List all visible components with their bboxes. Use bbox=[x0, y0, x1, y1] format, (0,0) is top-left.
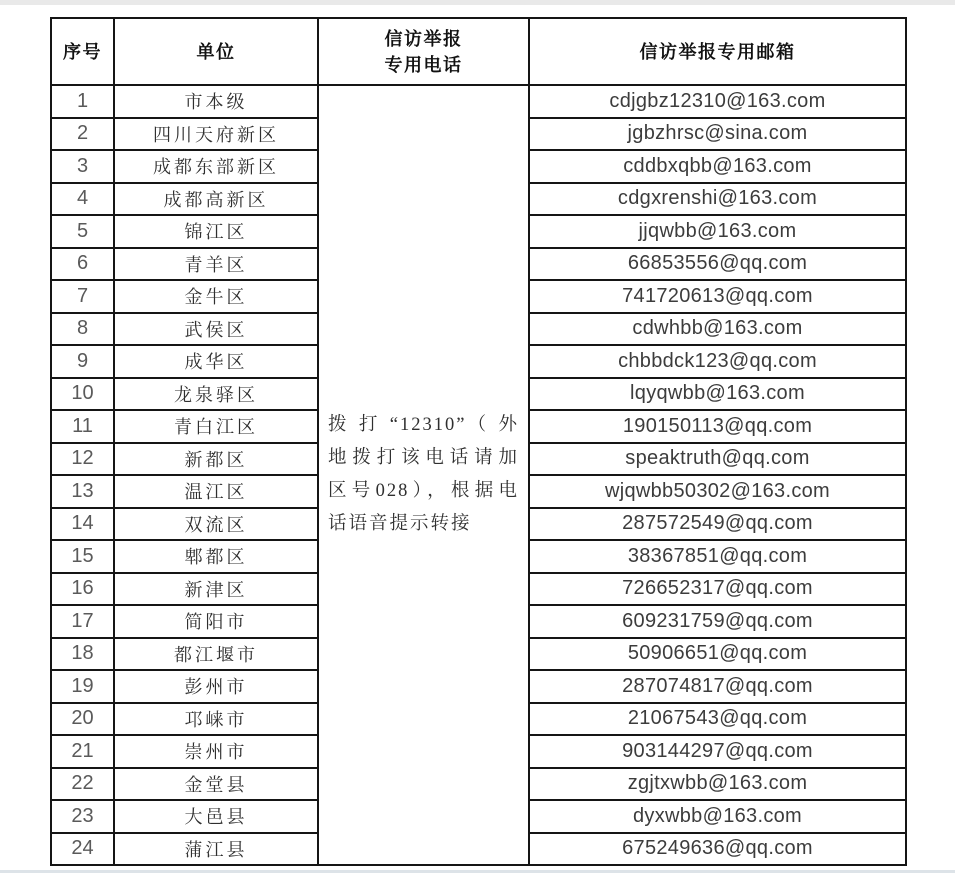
unit-cell: 简阳市 bbox=[114, 605, 318, 638]
email-cell: 38367851@qq.com bbox=[529, 540, 906, 573]
row-index-cell: 2 bbox=[51, 118, 114, 151]
row-index-cell: 3 bbox=[51, 150, 114, 183]
unit-cell: 金牛区 bbox=[114, 280, 318, 313]
unit-cell: 新都区 bbox=[114, 443, 318, 476]
header-email: 信访举报专用邮箱 bbox=[529, 18, 906, 85]
page-bottom-edge bbox=[0, 870, 955, 873]
page-top-edge bbox=[0, 0, 955, 5]
row-index-cell: 24 bbox=[51, 833, 114, 866]
petition-contact-table bbox=[50, 17, 907, 866]
row-index-cell: 17 bbox=[51, 605, 114, 638]
unit-cell: 双流区 bbox=[114, 508, 318, 541]
header-phone-line1: 信访举报 bbox=[384, 28, 463, 49]
email-cell: 741720613@qq.com bbox=[529, 280, 906, 313]
unit-cell: 武侯区 bbox=[114, 313, 318, 346]
row-index-cell: 10 bbox=[51, 378, 114, 411]
row-index-cell: 22 bbox=[51, 768, 114, 801]
email-cell: 903144297@qq.com bbox=[529, 735, 906, 768]
phone-note-cell bbox=[318, 85, 529, 865]
phone-note-line: 区号028），根据电 bbox=[328, 481, 519, 501]
email-cell: cdwhbb@163.com bbox=[529, 313, 906, 346]
unit-cell: 四川天府新区 bbox=[114, 118, 318, 151]
header-phone-line2: 专用电话 bbox=[384, 54, 463, 75]
email-cell: 287572549@qq.com bbox=[529, 508, 906, 541]
unit-cell: 市本级 bbox=[114, 85, 318, 118]
email-cell: 726652317@qq.com bbox=[529, 573, 906, 606]
email-cell: jgbzhrsc@sina.com bbox=[529, 118, 906, 151]
row-index-cell: 23 bbox=[51, 800, 114, 833]
email-cell: 609231759@qq.com bbox=[529, 605, 906, 638]
phone-note-line: 地拨打该电话请加 bbox=[328, 448, 519, 468]
email-cell: chbbdck123@qq.com bbox=[529, 345, 906, 378]
row-index-cell: 7 bbox=[51, 280, 114, 313]
unit-cell: 龙泉驿区 bbox=[114, 378, 318, 411]
unit-cell: 成华区 bbox=[114, 345, 318, 378]
email-cell: lqyqwbb@163.com bbox=[529, 378, 906, 411]
phone-note-line: 话语音提示转接 bbox=[328, 514, 472, 534]
row-index-cell: 21 bbox=[51, 735, 114, 768]
header-index: 序号 bbox=[51, 18, 114, 85]
unit-cell: 崇州市 bbox=[114, 735, 318, 768]
unit-cell: 蒲江县 bbox=[114, 833, 318, 866]
email-cell: cdgxrenshi@163.com bbox=[529, 183, 906, 216]
unit-cell: 大邑县 bbox=[114, 800, 318, 833]
email-cell: jjqwbb@163.com bbox=[529, 215, 906, 248]
header-unit: 单位 bbox=[114, 18, 318, 85]
header-row bbox=[51, 18, 906, 85]
unit-cell: 锦江区 bbox=[114, 215, 318, 248]
unit-cell: 青羊区 bbox=[114, 248, 318, 281]
unit-cell: 新津区 bbox=[114, 573, 318, 606]
unit-cell: 郫都区 bbox=[114, 540, 318, 573]
header-phone bbox=[318, 18, 529, 85]
phone-note-line: 拨打“12310”（外 bbox=[328, 415, 519, 435]
unit-cell: 成都东部新区 bbox=[114, 150, 318, 183]
row-index-cell: 8 bbox=[51, 313, 114, 346]
row-index-cell: 5 bbox=[51, 215, 114, 248]
email-cell: 675249636@qq.com bbox=[529, 833, 906, 866]
unit-cell: 邛崃市 bbox=[114, 703, 318, 736]
phone-note bbox=[319, 409, 528, 541]
unit-cell: 金堂县 bbox=[114, 768, 318, 801]
table-body bbox=[51, 85, 906, 865]
email-cell: 21067543@qq.com bbox=[529, 703, 906, 736]
row-index-cell: 20 bbox=[51, 703, 114, 736]
email-cell: cddbxqbb@163.com bbox=[529, 150, 906, 183]
email-cell: 50906651@qq.com bbox=[529, 638, 906, 671]
email-cell: 66853556@qq.com bbox=[529, 248, 906, 281]
row-index-cell: 15 bbox=[51, 540, 114, 573]
email-cell: wjqwbb50302@163.com bbox=[529, 475, 906, 508]
table-row bbox=[51, 85, 906, 118]
row-index-cell: 16 bbox=[51, 573, 114, 606]
row-index-cell: 13 bbox=[51, 475, 114, 508]
row-index-cell: 14 bbox=[51, 508, 114, 541]
email-cell: zgjtxwbb@163.com bbox=[529, 768, 906, 801]
row-index-cell: 18 bbox=[51, 638, 114, 671]
email-cell: speaktruth@qq.com bbox=[529, 443, 906, 476]
row-index-cell: 11 bbox=[51, 410, 114, 443]
row-index-cell: 6 bbox=[51, 248, 114, 281]
unit-cell: 彭州市 bbox=[114, 670, 318, 703]
email-cell: cdjgbz12310@163.com bbox=[529, 85, 906, 118]
row-index-cell: 12 bbox=[51, 443, 114, 476]
email-cell: 190150113@qq.com bbox=[529, 410, 906, 443]
unit-cell: 温江区 bbox=[114, 475, 318, 508]
unit-cell: 成都高新区 bbox=[114, 183, 318, 216]
email-cell: dyxwbb@163.com bbox=[529, 800, 906, 833]
row-index-cell: 1 bbox=[51, 85, 114, 118]
email-cell: 287074817@qq.com bbox=[529, 670, 906, 703]
unit-cell: 青白江区 bbox=[114, 410, 318, 443]
row-index-cell: 4 bbox=[51, 183, 114, 216]
row-index-cell: 9 bbox=[51, 345, 114, 378]
row-index-cell: 19 bbox=[51, 670, 114, 703]
unit-cell: 都江堰市 bbox=[114, 638, 318, 671]
